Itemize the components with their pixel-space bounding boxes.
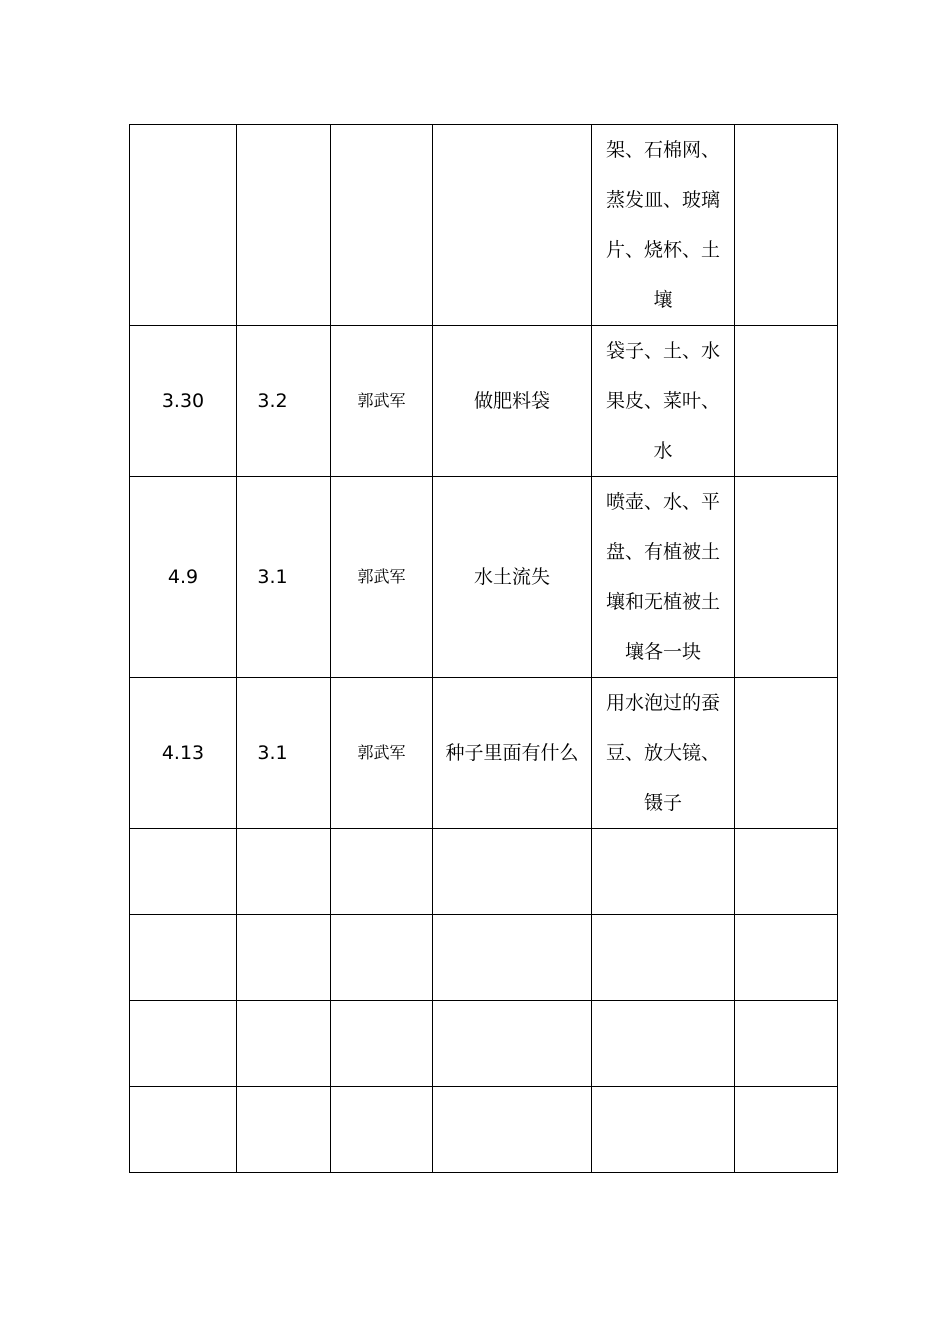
teacher-cell: 郭武军 xyxy=(331,477,433,678)
table-row xyxy=(130,1001,838,1087)
topic-cell: 水土流失 xyxy=(433,477,592,678)
experiment-record-table xyxy=(129,124,838,1173)
materials-cell: 袋子、土、水果皮、菜叶、水 xyxy=(592,326,735,477)
remark-cell xyxy=(735,477,838,678)
materials-cell xyxy=(592,829,735,915)
date-cell xyxy=(130,915,237,1001)
remark-cell xyxy=(735,1001,838,1087)
date-cell xyxy=(130,1087,237,1173)
remark-cell xyxy=(735,915,838,1001)
table-row xyxy=(130,915,838,1001)
table-row xyxy=(130,125,838,326)
class-cell: 3.1 xyxy=(237,678,331,829)
materials-cell xyxy=(592,1001,735,1087)
remark-cell xyxy=(735,326,838,477)
materials-cell xyxy=(592,1087,735,1173)
date-cell xyxy=(130,829,237,915)
topic-cell: 种子里面有什么 xyxy=(433,678,592,829)
remark-cell xyxy=(735,1087,838,1173)
materials-cell: 架、石棉网、蒸发皿、玻璃片、烧杯、土壤 xyxy=(592,125,735,326)
teacher-cell xyxy=(331,1001,433,1087)
teacher-cell xyxy=(331,829,433,915)
date-cell xyxy=(130,125,237,326)
table-row xyxy=(130,326,838,477)
table-row xyxy=(130,477,838,678)
remark-cell xyxy=(735,125,838,326)
remark-cell xyxy=(735,678,838,829)
class-cell: 3.1 xyxy=(237,477,331,678)
class-cell xyxy=(237,1001,331,1087)
teacher-cell: 郭武军 xyxy=(331,678,433,829)
teacher-cell xyxy=(331,915,433,1001)
topic-cell xyxy=(433,829,592,915)
topic-cell: 做肥料袋 xyxy=(433,326,592,477)
class-cell xyxy=(237,829,331,915)
teacher-cell: 郭武军 xyxy=(331,326,433,477)
teacher-cell xyxy=(331,1087,433,1173)
date-cell: 4.9 xyxy=(130,477,237,678)
table-row xyxy=(130,829,838,915)
class-cell: 3.2 xyxy=(237,326,331,477)
remark-cell xyxy=(735,829,838,915)
date-cell: 4.13 xyxy=(130,678,237,829)
topic-cell xyxy=(433,915,592,1001)
materials-cell: 喷壶、水、平盘、有植被土壤和无植被土壤各一块 xyxy=(592,477,735,678)
date-cell: 3.30 xyxy=(130,326,237,477)
materials-cell xyxy=(592,915,735,1001)
materials-cell: 用水泡过的蚕豆、放大镜、镊子 xyxy=(592,678,735,829)
class-cell xyxy=(237,125,331,326)
teacher-cell xyxy=(331,125,433,326)
topic-cell xyxy=(433,1087,592,1173)
topic-cell xyxy=(433,125,592,326)
date-cell xyxy=(130,1001,237,1087)
topic-cell xyxy=(433,1001,592,1087)
class-cell xyxy=(237,915,331,1001)
table-row xyxy=(130,1087,838,1173)
table-row xyxy=(130,678,838,829)
class-cell xyxy=(237,1087,331,1173)
